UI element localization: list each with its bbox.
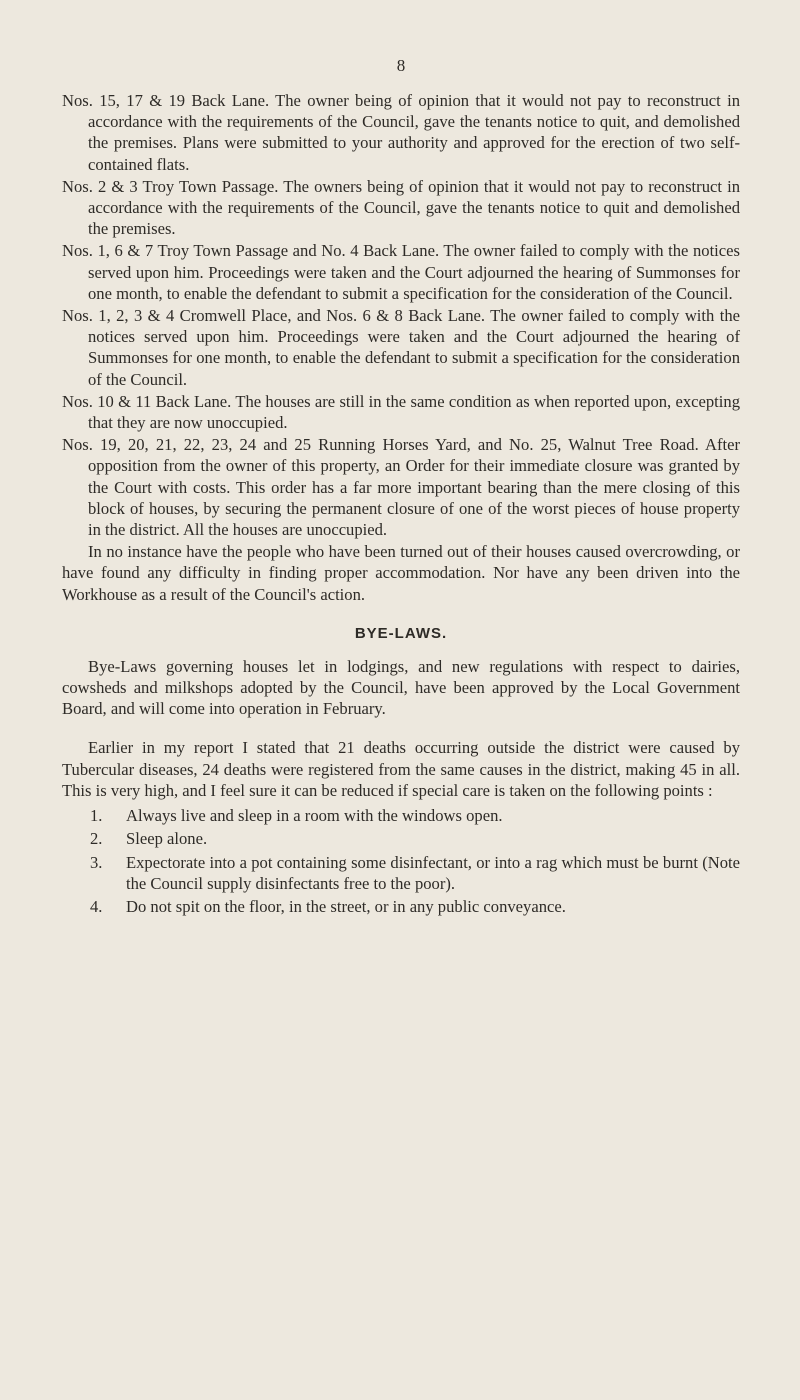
property-entry: Nos. 1, 2, 3 & 4 Cromwell Place, and Nos. 6 & 8 Back Lane. The owner failed to comply with the notices served upon him. Proceedings were taken and the Court adjourned the hearing of Summonses for one month, to enable the defendant to submit a specification for the consideration of the Council. xyxy=(62,306,740,389)
list-number: 1. xyxy=(90,806,103,826)
section-heading: BYE-LAWS. xyxy=(354,624,448,642)
list-item xyxy=(62,896,740,917)
list-number: 4. xyxy=(90,896,103,916)
property-entry: Nos. 15, 17 & 19 Back Lane. The owner being of opinion that it would not pay to reconstruct in accordance with the requirements of the Council, gave the tenants notice to quit, and demolished the premises. Plans were submitted to your authority and approved for the erection of two self-contained flats. xyxy=(62,91,740,174)
list-item xyxy=(62,828,740,849)
tubercular-paragraph: Earlier in my report I stated that 21 deaths occurring outside the district were caused by Tubercular diseases, 24 deaths were registered from the same causes in the district, making 45 in all. This is very high, and I feel sure it can be reduced if special care is taken on the following points : xyxy=(62,738,740,800)
list-item xyxy=(62,852,740,894)
closing-paragraph: In no instance have the people who have been turned out of their houses caused overcrowding, or have found any difficulty in finding proper accommodation. Nor have any been driven into the Workhouse as a result of the Council's action. xyxy=(62,542,740,604)
paragraph-gap xyxy=(62,719,740,737)
page-number: 8 xyxy=(396,56,406,75)
list-item xyxy=(62,805,740,826)
list-text: Expectorate into a pot containing some disinfectant, or into a rag which must be burnt (Note the Council supply disinfectants free to the poor). xyxy=(126,852,740,893)
bye-laws-paragraph: Bye-Laws governing houses let in lodgings, and new regulations with respect to dairies, cowsheds and milkshops adopted by the Council, have been approved by the Local Government Board, and will come into operation in February. xyxy=(62,656,740,719)
list-number: 2. xyxy=(90,829,103,849)
list-number: 3. xyxy=(90,852,103,872)
property-entry: Nos. 2 & 3 Troy Town Passage. The owners being of opinion that it would not pay to reconstruct in accordance with the requirements of the Council, gave the tenants notice to quit and demolished the premises. xyxy=(62,176,740,239)
property-entry: Nos. 1, 6 & 7 Troy Town Passage and No. 4 Back Lane. The owner failed to comply with the notices served upon him. Proceedings were taken and the Court adjourned the hearing of Summonses for one month, to enable the defendant to submit a specification for the consideration of the Council. xyxy=(62,241,740,303)
list-text: Always live and sleep in a room with the windows open. xyxy=(126,806,503,826)
list-text: Sleep alone. xyxy=(126,829,208,849)
property-entry: Nos. 19, 20, 21, 22, 23, 24 and 25 Running Horses Yard, and No. 25, Walnut Tree Road. After opposition from the owner of this property, an Order for their immediate closure was granted by the Court with costs. This order has a far more important bearing than the mere closing of this block of houses, by securing the permanent closure of one of the worst pieces of house property in the district. All the houses are unoccupied. xyxy=(62,435,740,540)
property-entry: Nos. 10 & 11 Back Lane. The houses are still in the same condition as when reported upon, excepting that they are now unoccupied. xyxy=(62,391,740,433)
property-entries xyxy=(62,90,740,540)
list-text: Do not spit on the floor, in the street, or in any public conveyance. xyxy=(126,896,566,916)
advice-list xyxy=(62,805,740,917)
